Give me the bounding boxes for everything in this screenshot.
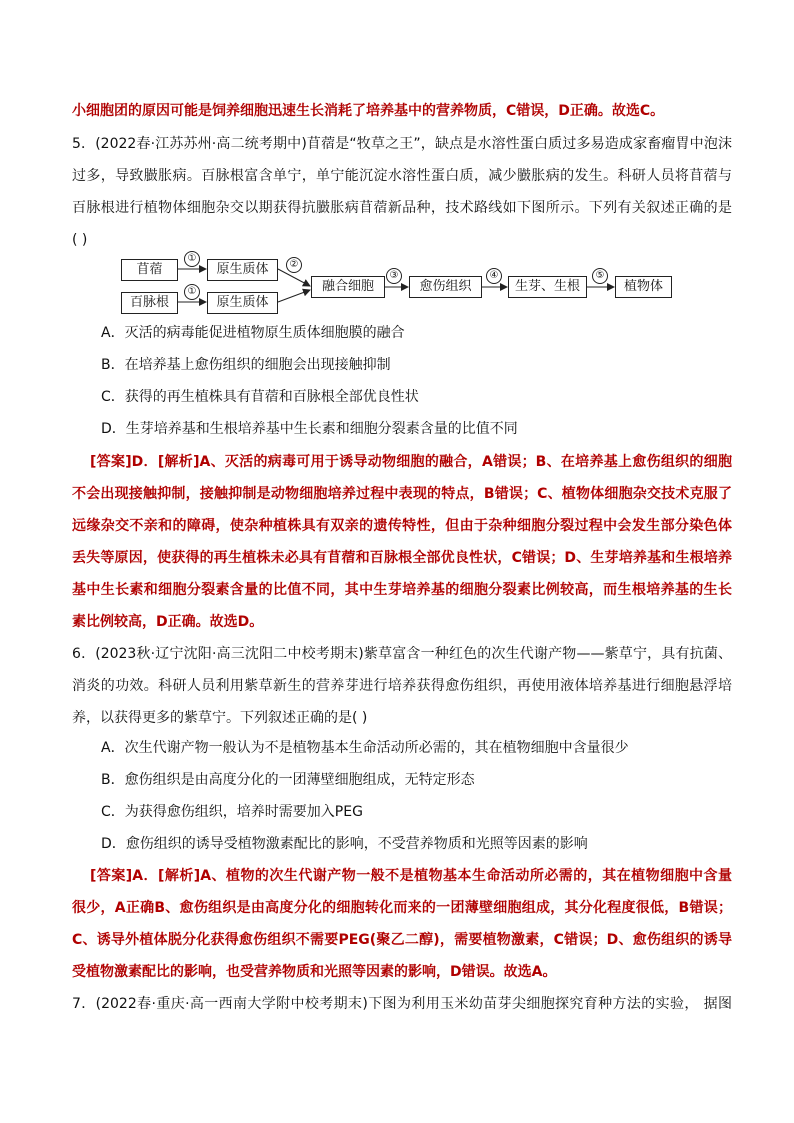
box-protoplast-2: 原生质体 (207, 292, 278, 314)
question-5-stem: 百脉根进行植物体细胞杂交以期获得抗臌胀病苜蓿新品种，技术路线如下图所示。下列有关叙述正确的是 (72, 200, 732, 216)
question-6-answer: C、诱导外植体脱分化获得愈伤组织不需要PEG(聚乙二醇)，需要植物激素，C错误；D、愈伤组织的诱导 (72, 932, 732, 948)
answer-text-prev: 小细胞团的原因可能是饲养细胞迅速生长消耗了培养基中的营养物质，C错误，D正确。故选C。 (72, 103, 665, 119)
step-2-marker: ② (286, 257, 302, 273)
question-5-answer: 丢失等原因，使获得的再生植株未必具有苜蓿和百脉根全部优良性状，C错误；D、生芽培养基和生根培养 (72, 550, 732, 566)
question-5-option-c: C．获得的再生植株具有苜蓿和百脉根全部优良性状 (101, 389, 419, 405)
flow-arrows (118, 254, 678, 316)
question-6-answer: 很少，A正确B、愈伤组织是由高度分化的细胞转化而来的一团薄壁细胞组成，其分化程度很低，B错误； (72, 900, 732, 916)
question-5-answer: 不会出现接触抑制，接触抑制是动物细胞培养过程中表现的特点，B错误；C、植物体细胞杂交技术克服了 (72, 486, 732, 502)
box-protoplast-1: 原生质体 (207, 259, 278, 281)
box-muxu: 苜蓿 (121, 259, 178, 281)
box-baimaigen: 百脉根 (121, 292, 178, 314)
question-6-answer: 受植物激素配比的影响，也受营养物质和光照等因素的影响，D错误。故选A。 (72, 964, 557, 980)
question-6-stem: 消炎的功效。科研人员利用紫草新生的营养芽进行培养获得愈伤组织，再使用液体培养基进行细胞悬浮培 (72, 678, 732, 694)
question-5-answer: 素比例较高，D正确。故选D。 (72, 614, 264, 630)
question-6-option-b: B．愈伤组织是由高度分化的一团薄壁细胞组成，无特定形态 (101, 772, 475, 788)
box-fused-cell: 融合细胞 (311, 276, 385, 298)
question-5-answer: [答案]D．[解析]A、灭活的病毒可用于诱导动物细胞的融合，A错误；B、在培养基上愈伤组织的细胞 (90, 454, 732, 470)
question-5-blank: ( ) (72, 232, 88, 248)
step-3-marker: ③ (386, 268, 402, 284)
step-1-marker: ① (184, 251, 200, 267)
box-shoot-root: 生芽、生根 (508, 276, 587, 298)
question-5-stem: 5．(2022春·江苏苏州·高二统考期中)苜蓿是“牧草之王”，缺点是水溶性蛋白质过多易造成家畜瘤胃中泡沫 (72, 136, 732, 152)
question-5-option-b: B．在培养基上愈伤组织的细胞会出现接触抑制 (101, 357, 391, 373)
question-5-answer: 远缘杂交不亲和的障碍，使杂种植株具有双亲的遗传特性，但由于杂种细胞分裂过程中会发生部分染色体 (72, 518, 732, 534)
question-5-answer: 基中生长素和细胞分裂素含量的比值不同，其中生芽培养基的细胞分裂素比例较高，而生根培养基的生长 (72, 582, 732, 598)
question-5-option-a: A．灭活的病毒能促进植物原生质体细胞膜的融合 (101, 325, 405, 341)
question-5-option-d: D．生芽培养基和生根培养基中生长素和细胞分裂素含量的比值不同 (101, 421, 518, 437)
question-5-stem: 过多，导致臌胀病。百脉根富含单宁，单宁能沉淀水溶性蛋白质，减少臌胀病的发生。科研人员将苜蓿与 (72, 168, 732, 184)
step-5-marker: ⑤ (592, 268, 608, 284)
box-callus: 愈伤组织 (409, 276, 482, 298)
step-4-marker: ④ (486, 268, 502, 284)
step-1-marker: ① (184, 284, 200, 300)
question-6-option-d: D．愈伤组织的诱导受植物激素配比的影响，不受营养物质和光照等因素的影响 (101, 836, 588, 852)
question-6-option-c: C．为获得愈伤组织，培养时需要加入PEG (101, 804, 363, 820)
question-6-answer: [答案]A．[解析]A、植物的次生代谢产物一般不是植物基本生命活动所必需的，其在植物细胞中含量 (90, 868, 732, 884)
technique-flow-diagram (118, 254, 678, 316)
box-plant: 植物体 (615, 276, 672, 298)
question-7-stem: 7．(2022春·重庆·高一西南大学附中校考期末)下图为利用玉米幼苗芽尖细胞探究育种方法的实验， 据图 (72, 996, 732, 1012)
question-6-option-a: A．次生代谢产物一般认为不是植物基本生命活动所必需的，其在植物细胞中含量很少 (101, 740, 629, 756)
question-6-stem: 养，以获得更多的紫草宁。下列叙述正确的是( ) (72, 710, 368, 726)
question-6-stem: 6．(2023秋·辽宁沈阳·高三沈阳二中校考期末)紫草富含一种红色的次生代谢产物——紫草宁，具有抗菌、 (72, 646, 732, 662)
